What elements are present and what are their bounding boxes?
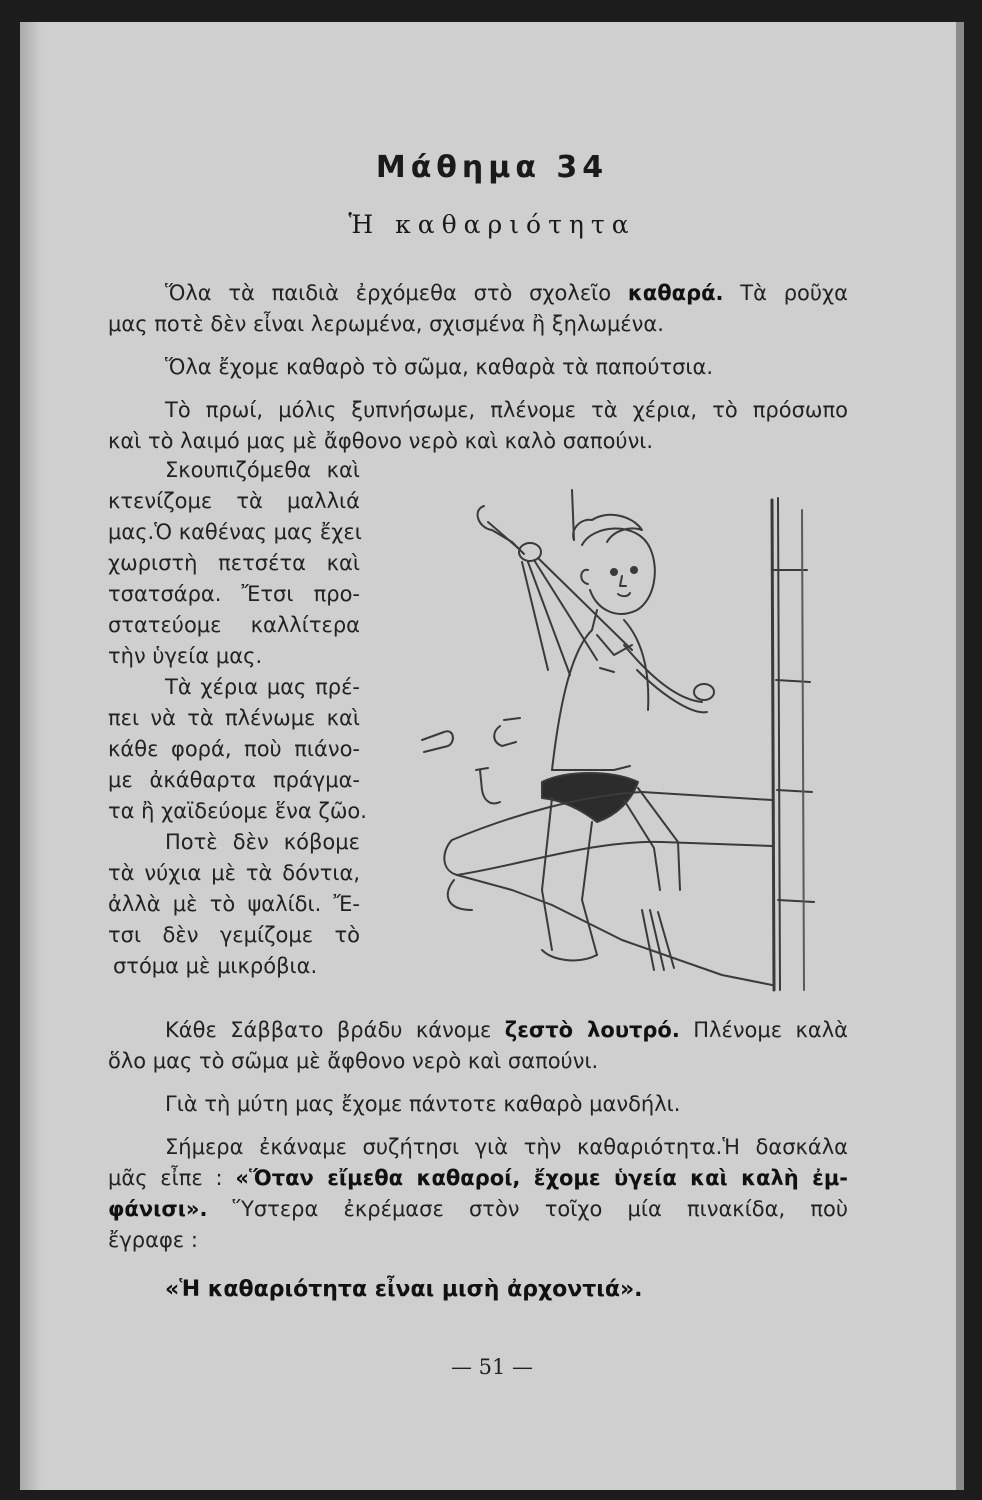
column-line: Ποτὲ δὲν κόβομε bbox=[165, 830, 360, 854]
column-line: τσατσάρα. Ἔτσι προ- bbox=[108, 582, 360, 606]
page-edge bbox=[956, 22, 964, 1490]
paragraph-8-line-2: μᾶς εἶπε : «Ὅταν εἴμεθα καθαροί, ἔχομε ὑγεία καὶ καλὴ ἐμ- bbox=[108, 1166, 848, 1190]
column-line: πει νὰ τὰ πλένωμε καὶ bbox=[108, 706, 360, 730]
lesson-subtitle: Ἡ καθαριότητα bbox=[348, 210, 636, 239]
column-line: τὴν ὑγεία μας. bbox=[108, 644, 263, 668]
column-text bbox=[108, 455, 367, 982]
paragraph-3-line-1: Τὸ πρωί, μόλις ξυπνήσωμε, πλένομε τὰ χέρια, τὸ πρόσωπο bbox=[165, 398, 848, 422]
column-line: στατεύομε καλλίτερα bbox=[108, 613, 360, 637]
column-line: ἀλλὰ μὲ τὸ ψαλίδι. Ἔ- bbox=[108, 892, 360, 916]
column-line: Σκουπιζόμεθα καὶ bbox=[165, 458, 360, 482]
page-number: — 51 — bbox=[450, 1355, 534, 1379]
column-line: μας.Ὁ καθένας μας ἔχει bbox=[108, 520, 362, 544]
paragraph-1-line-2: μας ποτὲ δὲν εἶναι λερωμένα, σχισμένα ἢ ξηλωμένα. bbox=[108, 312, 664, 336]
bold-teacher-quote: «Ὅταν εἴμεθα καθαροί, ἔχομε ὑγεία καὶ καλὴ ἐμ- bbox=[235, 1166, 848, 1190]
bold-teacher-quote-end: φάνισι». bbox=[108, 1197, 208, 1221]
motto: «Ἡ καθαριότητα εἶναι μισὴ ἀρχοντιά». bbox=[165, 1277, 643, 1302]
paragraph-8-line-4: ἔγραφε : bbox=[108, 1228, 198, 1252]
bold-clean: καθαρά. bbox=[627, 281, 724, 305]
book-page bbox=[20, 22, 964, 1490]
column-line: στόμα μὲ μικρόβια. bbox=[113, 954, 318, 978]
paragraph-7: Γιὰ τὴ μύτη μας ἔχομε πάντοτε καθαρὸ μανδήλι. bbox=[165, 1092, 681, 1116]
page-gutter-shadow bbox=[20, 22, 42, 1490]
column-line: κτενίζομε τὰ μαλλιά bbox=[108, 489, 360, 513]
column-line: τὰ νύχια μὲ τὰ δόντια, bbox=[108, 861, 360, 885]
lesson-title: Μάθημα 34 bbox=[375, 150, 609, 185]
bold-hot-bath: ζεστὸ λουτρό. bbox=[504, 1018, 680, 1042]
column-line: τσι δὲν γεμίζομε τὸ bbox=[108, 923, 360, 947]
column-line: Τὰ χέρια μας πρέ- bbox=[165, 675, 360, 699]
column-line: με ἀκάθαρτα πράγμα- bbox=[108, 768, 360, 792]
column-line: κάθε φορά, ποὺ πιάνο- bbox=[108, 737, 360, 761]
column-line: χωριστὴ πετσέτα καὶ bbox=[108, 551, 360, 575]
paragraph-8-line-1: Σήμερα ἐκάναμε συζήτησι γιὰ τὴν καθαριότητα.Ἡ δασκάλα bbox=[165, 1135, 848, 1159]
column-line: τα ἢ χαϊδεύομε ἕνα ζῶο. bbox=[108, 799, 367, 823]
paragraph-1-line-1: Ὅλα τὰ παιδιὰ ἐρχόμεθα στὸ σχολεῖο καθαρά. Τὰ ροῦχα bbox=[165, 281, 848, 305]
paragraph-2: Ὅλα ἔχομε καθαρὸ τὸ σῶμα, καθαρὰ τὰ παπούτσια. bbox=[165, 355, 714, 379]
paragraph-6-line-1: Κάθε Σάββατο βράδυ κάνομε ζεστὸ λουτρό. Πλένομε καλὰ bbox=[165, 1018, 849, 1042]
paragraph-8-line-3: φάνισι». Ὕστερα ἐκρέμασε στὸν τοῖχο μία πινακίδα, ποὺ bbox=[108, 1197, 848, 1221]
paragraph-3-line-2: καὶ τὸ λαιμό μας μὲ ἄφθονο νερὸ καὶ καλὸ σαπούνι. bbox=[108, 429, 654, 453]
boy-shower-illustration bbox=[392, 470, 842, 1000]
paragraph-6-line-2: ὅλο μας τὸ σῶμα μὲ ἄφθονο νερὸ καὶ σαπούνι. bbox=[108, 1049, 599, 1073]
